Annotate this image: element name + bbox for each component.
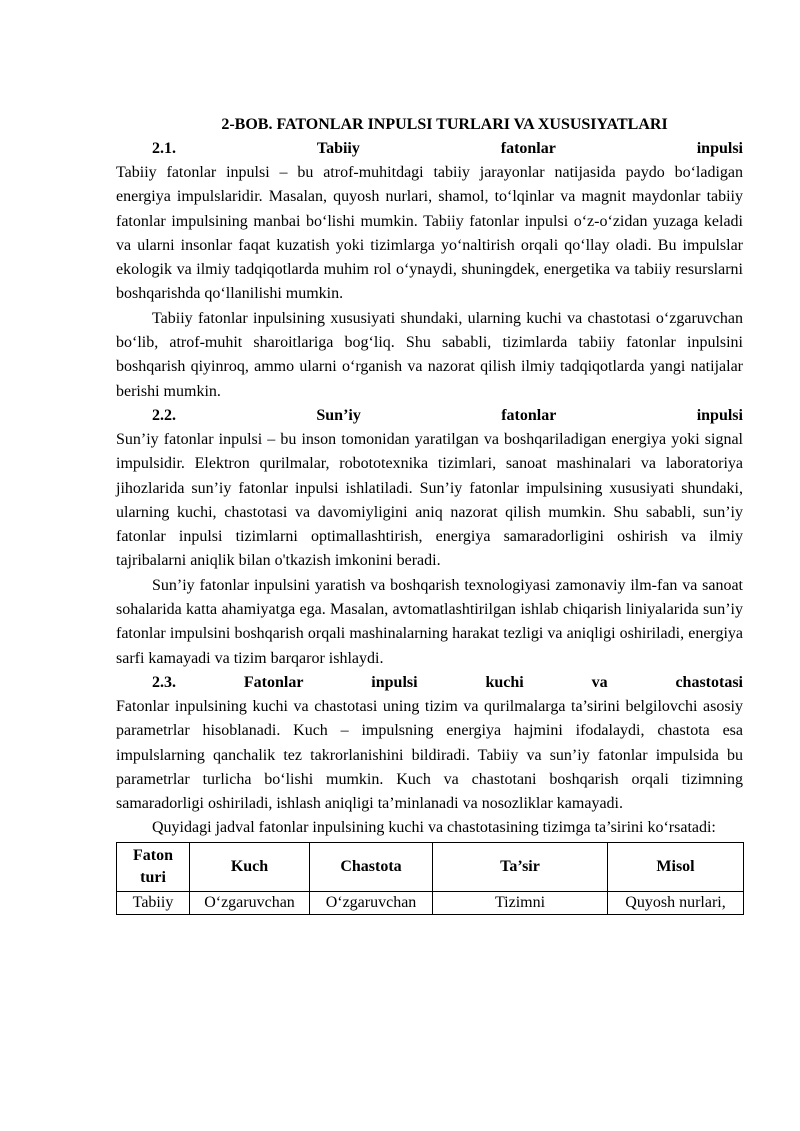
table-header-cell: Chastota <box>310 842 433 891</box>
section-number: 2.1. <box>152 140 176 157</box>
section-heading-2-1 <box>116 137 743 161</box>
table-cell: Tizimni <box>433 891 608 914</box>
section-heading-word: Tabiiy <box>316 140 360 157</box>
section-heading-word: inpulsi <box>696 140 743 157</box>
section-heading-2-3 <box>116 671 743 695</box>
table-header-row <box>117 842 744 891</box>
section-heading-word: kuchi <box>485 673 524 691</box>
chapter-title: 2-BOB. FATONLAR INPULSI TURLARI VA XUSUSIYATLARI <box>221 116 668 133</box>
paragraph: Tabiiy fatonlar inpulsi – bu atrof-muhitdagi tabiiy jarayonlar natijasida paydo bo‘ladigan energiya impulslaridir. Masalan, quyosh nurlari, shamol, to‘lqinlar va magnit maydonlar tabiiy fatonlar impulsining manbai bo‘lishi mumkin. Tabiiy fatonlar inpulsi o‘z-o‘zidan yuzaga keladi va ularni insonlar faqat kuzatish yoki tizimlarga yo‘naltirish orqali qo‘llay oladi. Bu impulslar ekologik va ilmiy tadqiqotlarda muhim rol o‘ynaydi, shuningdek, energetika va tabiiy resurslarni boshqarishda qo‘llanilishi mumkin. <box>116 164 743 303</box>
section-heading-word: chastotasi <box>675 673 743 691</box>
table-header-cell: Misol <box>608 842 744 891</box>
section-heading-word: va <box>591 673 608 691</box>
section-heading-word: fatonlar <box>501 406 557 424</box>
table-cell: O‘zgaruvchan <box>190 891 310 914</box>
section-heading-word: inpulsi <box>371 673 418 691</box>
section-heading-word: Fatonlar <box>243 673 304 691</box>
paragraph: Fatonlar inpulsining kuchi va chastotasi uning tizim va qurilmalarga ta’sirini belgilovchi asosiy parametrlar hisoblanadi. Kuch – impulsning energiya hajmini ifodalaydi, chastota esa impulslarning qanchalik tez takrorlanishini bildiradi. Tabiiy va sun’iy fatonlar impulsida bu parametrlar turlicha bo‘lishi mumkin. Kuch va chastotani boshqarish orqali tizimning samaradorligi oshiriladi, ishlash aniqligi ta’minlanadi va nosozliklar kamayadi. <box>116 697 743 813</box>
table-header-cell: Kuch <box>190 842 310 891</box>
paragraph: Sun’iy fatonlar inpulsini yaratish va boshqarish texnologiyasi zamonaviy ilm-fan va sanoat sohalarida katta ahamiyatga ega. Masalan, avtomatlashtirilgan ishlab chiqarish liniyalarida sun’iy fatonlar impulsini boshqarish orqali mashinalarning harakat tezligi va aniqligi oshiriladi, energiya sarfi kamayadi va tizim barqaror ishlaydi. <box>116 576 743 667</box>
section-number: 2.2. <box>152 406 176 424</box>
section-heading-word: Sun’iy <box>316 406 361 424</box>
impulse-table <box>116 842 744 915</box>
table-cell: Tabiiy <box>117 891 190 914</box>
table-header-cell: Ta’sir <box>433 842 608 891</box>
section-heading-word: fatonlar <box>500 140 556 157</box>
paragraph: Quyidagi jadval fatonlar inpulsining kuchi va chastotasining tizimga ta’sirini ko‘rsatadi: <box>152 819 716 837</box>
table-cell: O‘zgaruvchan <box>310 891 433 914</box>
section-number: 2.3. <box>152 673 176 691</box>
section-heading-2-2 <box>116 404 743 428</box>
table-cell: Quyosh nurlari, <box>608 891 744 914</box>
paragraph: Sun’iy fatonlar inpulsi – bu inson tomonidan yaratilgan va boshqariladigan energiya yoki signal impulsidir. Elektron qurilmalar, robototexnika tizimlari, sanoat mashinalari va laboratoriya jihozlarida sun’iy fatonlar inpulsi ishlatiladi. Sun’iy fatonlar impulsining xususiyati shundaki, ularning kuchi, chastotasi va davomiyligini aniq nazorat qilish mumkin. Shu sababli, sun’iy fatonlar inpulsi tizimlarni optimallashtirish, energiya samaradorligini oshirish va ilmiy tajribalarni aniqlik bilan o'tkazish imkonini beradi. <box>116 430 743 570</box>
paragraph: Tabiiy fatonlar inpulsining xususiyati shundaki, ularning kuchi va chastotasi o‘zgaruvchan bo‘lib, atrof-muhit sharoitlariga bog‘liq. Shu sababli, tizimlarda tabiiy fatonlar inpulsini boshqarish qiyinroq, ammo ularni o‘rganish va nazorat qilish ilmiy tadqiqotlarda yangi natijalar berishi mumkin. <box>116 309 743 400</box>
table-header-cell: Faton turi <box>117 842 190 891</box>
section-heading-word: inpulsi <box>696 406 743 424</box>
table-row <box>117 891 744 914</box>
